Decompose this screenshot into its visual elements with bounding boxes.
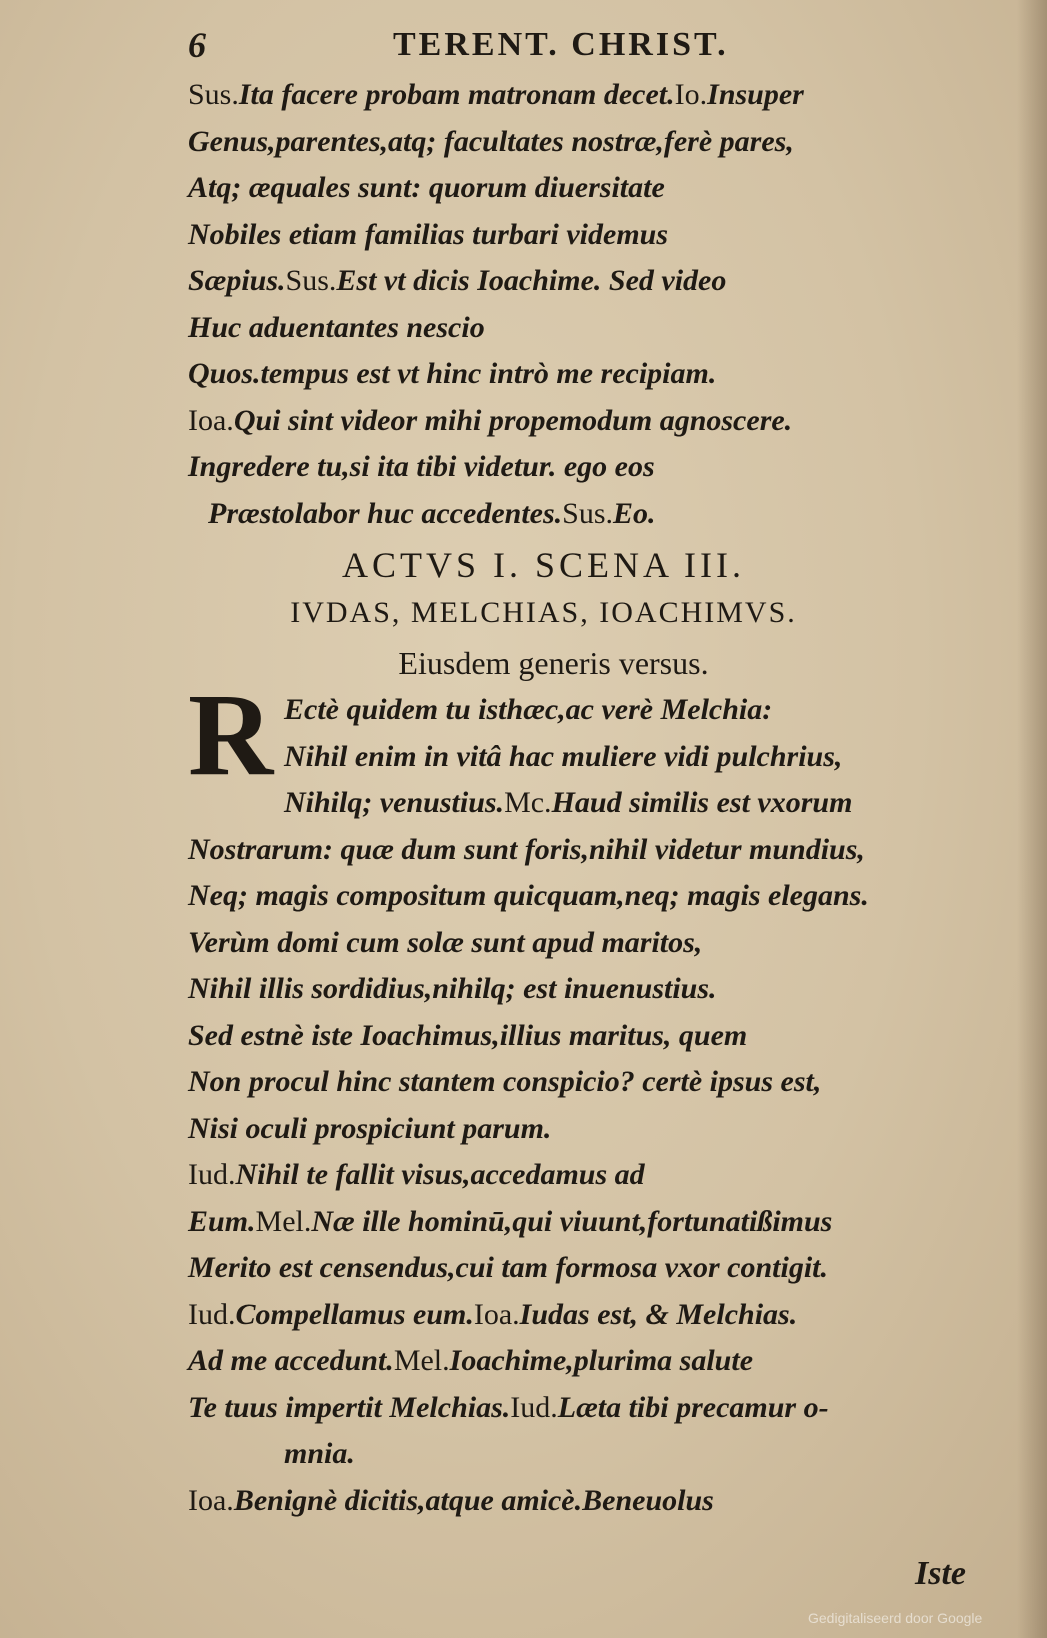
speaker-label: Sus. xyxy=(562,496,613,530)
speaker-label: Ioa. xyxy=(188,403,234,437)
verse-line xyxy=(188,1013,1008,1060)
verse-text: Ingredere tu,si ita tibi videtur. ego eos xyxy=(188,450,655,483)
verse-line xyxy=(188,351,988,398)
verse-text: Huc aduentantes nescio xyxy=(188,310,485,344)
speaker-label: Sus. xyxy=(285,264,337,297)
verse-line xyxy=(188,1152,1008,1199)
verse-line xyxy=(188,398,988,445)
verse-line xyxy=(188,1245,1008,1292)
verse-line xyxy=(188,687,1008,734)
verse-text: Ad me accedunt. xyxy=(188,1344,394,1377)
verse-text: Nihil enim in vitâ hac muliere vidi pulchrius, xyxy=(284,739,843,773)
verse-line xyxy=(188,1431,1008,1478)
dramatis-personae-line: IVDAS, MELCHIAS, IOACHIMVS. xyxy=(290,596,797,629)
speaker-label: Ioa. xyxy=(473,1297,520,1331)
verse-text: Nihilq; venustius. xyxy=(284,786,505,819)
verse-line xyxy=(188,780,1008,827)
verse-line xyxy=(188,258,988,305)
verse-line xyxy=(188,305,988,352)
verse-line xyxy=(188,873,1008,920)
verse-text: Iudas est, & Melchias. xyxy=(519,1297,798,1331)
verse-text: Qui sint videor mihi propemodum agnoscere. xyxy=(233,403,793,437)
verse-block-bottom xyxy=(188,669,1008,1524)
speaker-label: Sus. xyxy=(188,78,239,111)
verse-line xyxy=(188,165,988,212)
speaker-label: Mc. xyxy=(504,786,552,819)
verse-text: Haud similis est vxorum xyxy=(551,786,853,819)
verse-line xyxy=(188,1292,1008,1339)
running-head xyxy=(188,18,828,68)
verse-line xyxy=(188,212,988,259)
verse-text: Non procul hinc stantem conspicio? certè ipsus est, xyxy=(188,1065,822,1098)
drop-cap-initial: R xyxy=(188,669,274,800)
verse-line xyxy=(188,1385,1008,1432)
verse-text: Nobiles etiam familias turbari videmus xyxy=(188,217,669,251)
verse-text: Nihil illis sordidius,nihilq; est inuenustius. xyxy=(188,972,717,1005)
catchword: Iste xyxy=(915,1555,966,1592)
verse-text: Merito est censendus,cui tam formosa vxor contigit. xyxy=(188,1251,829,1284)
verse-text: Eo. xyxy=(613,496,656,530)
verse-text: Est vt dicis Ioachime. Sed video xyxy=(336,264,727,297)
running-head-title: TERENT. CHRIST. xyxy=(393,26,729,63)
verse-line xyxy=(188,920,1008,967)
verse-text: Compellamus eum. xyxy=(235,1297,474,1331)
verse-text: Atq; æquales sunt: quorum diuersitate xyxy=(188,171,665,204)
verse-text: Neq; magis compositum quicquam,neq; magis elegans. xyxy=(188,879,869,912)
verse-text: Ectè quidem tu isthæc,ac verè Melchia: xyxy=(284,693,773,726)
verse-line xyxy=(188,72,988,119)
verse-text: Nisi oculi prospiciunt parum. xyxy=(188,1111,552,1145)
verse-text: Nostrarum: quæ dum sunt foris,nihil videtur mundius, xyxy=(188,832,865,866)
speaker-label: Mel. xyxy=(255,1204,312,1238)
page-number: 6 xyxy=(188,25,206,65)
verse-text: Quos.tempus est vt hinc intrò me recipiam. xyxy=(188,357,717,390)
digitization-watermark: Gedigitaliseerd door Google xyxy=(808,1610,983,1626)
meter-note: Eiusdem generis versus. xyxy=(398,645,709,681)
verse-text: Sæpius. xyxy=(188,264,286,297)
speaker-label: Ioa. xyxy=(188,1483,234,1517)
verse-text: Insuper xyxy=(707,78,804,111)
verse-text: Ita facere probam matronam decet. xyxy=(238,78,675,111)
verse-block-top xyxy=(188,72,988,537)
speaker-label: Iud. xyxy=(188,1158,236,1191)
verse-text: Nihil te fallit visus,accedamus ad xyxy=(235,1158,645,1191)
verse-line xyxy=(188,734,1008,781)
verse-line xyxy=(188,444,988,491)
verse-line xyxy=(188,1478,1008,1525)
page-edge-shadow xyxy=(1017,0,1047,1638)
speaker-label: Iud. xyxy=(510,1390,558,1424)
verse-line xyxy=(188,119,988,166)
verse-text: Genus,parentes,atq; facultates nostræ,ferè pares, xyxy=(188,124,794,158)
verse-line xyxy=(188,491,988,538)
verse-text: Verùm domi cum solæ sunt apud maritos, xyxy=(188,925,703,959)
verse-text: Sed estnè iste Ioachimus,illius maritus, quem xyxy=(188,1018,748,1052)
verse-text: Eum. xyxy=(188,1204,256,1238)
speaker-label: Io. xyxy=(674,78,708,111)
verse-text: Benignè dicitis,atque amicè.Beneuolus xyxy=(233,1483,714,1517)
act-scene-heading: ACTVS I. SCENA III. xyxy=(341,545,745,585)
verse-text: Næ ille hominū,qui viuunt,fortunatißimus xyxy=(311,1204,833,1238)
verse-line xyxy=(188,1199,1008,1246)
speaker-label: Iud. xyxy=(188,1297,236,1331)
verse-text: Præstolabor huc accedentes. xyxy=(208,496,563,530)
verse-line xyxy=(188,827,1008,874)
verse-line xyxy=(188,1106,1008,1153)
verse-line xyxy=(188,1059,1008,1106)
verse-text: Læta tibi precamur o- xyxy=(557,1390,829,1424)
verse-line xyxy=(188,966,1008,1013)
verse-text: Te tuus impertit Melchias. xyxy=(188,1390,511,1424)
verse-text: Ioachime,plurima salute xyxy=(449,1344,754,1377)
verse-line xyxy=(188,1338,1008,1385)
verse-text: mnia. xyxy=(284,1437,355,1470)
speaker-label: Mel. xyxy=(393,1344,450,1377)
